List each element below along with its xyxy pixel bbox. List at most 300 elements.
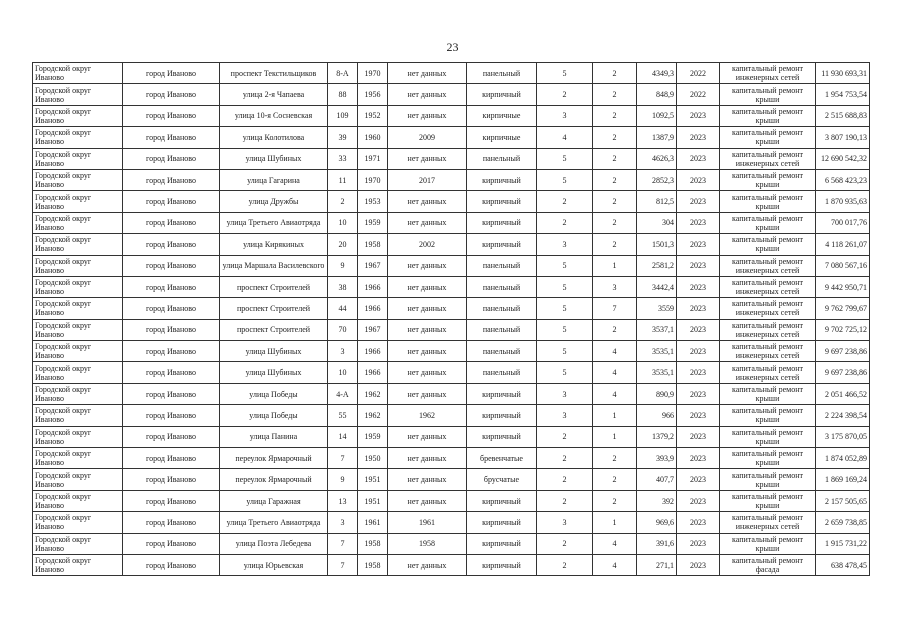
- cell-build-year: 1956: [358, 84, 388, 105]
- cell-floors: 3: [537, 234, 593, 255]
- cell-street: улица Кирякиных: [220, 234, 328, 255]
- cell-municipality: Городской округ Иваново: [33, 405, 123, 426]
- cell-entrances: 2: [593, 127, 637, 148]
- cell-floors: 5: [537, 298, 593, 319]
- cell-build-year: 1958: [358, 554, 388, 575]
- cell-floors: 3: [537, 512, 593, 533]
- cell-floors: 4: [537, 127, 593, 148]
- cell-area: 2581,2: [637, 255, 677, 276]
- cell-build-year: 1966: [358, 276, 388, 297]
- table-row: [33, 191, 870, 212]
- table-row: [33, 426, 870, 447]
- cell-entrances: 4: [593, 554, 637, 575]
- cell-settlement: город Иваново: [123, 405, 220, 426]
- cell-area: 966: [637, 405, 677, 426]
- cell-street: улица Дружбы: [220, 191, 328, 212]
- cell-settlement: город Иваново: [123, 127, 220, 148]
- cell-settlement: город Иваново: [123, 255, 220, 276]
- cell-cost: 11 930 693,31: [816, 63, 870, 84]
- cell-settlement: город Иваново: [123, 533, 220, 554]
- cell-settlement: город Иваново: [123, 512, 220, 533]
- cell-settlement: город Иваново: [123, 448, 220, 469]
- cell-work-type: капитальный ремонт инженерных сетей: [720, 148, 816, 169]
- cell-cost: 9 762 799,67: [816, 298, 870, 319]
- table-row: [33, 169, 870, 190]
- cell-work-type: капитальный ремонт крыши: [720, 169, 816, 190]
- cell-wall-material: кирпичный: [467, 554, 537, 575]
- cell-street: улица 2-я Чапаева: [220, 84, 328, 105]
- table-row: [33, 234, 870, 255]
- cell-renovation-year: 1962: [388, 405, 467, 426]
- cell-municipality: Городской округ Иваново: [33, 490, 123, 511]
- cell-street: улица Победы: [220, 405, 328, 426]
- cell-wall-material: кирпичный: [467, 405, 537, 426]
- cell-build-year: 1962: [358, 383, 388, 404]
- cell-work-type: капитальный ремонт крыши: [720, 405, 816, 426]
- cell-settlement: город Иваново: [123, 276, 220, 297]
- cell-settlement: город Иваново: [123, 319, 220, 340]
- cell-area: 1379,2: [637, 426, 677, 447]
- cell-entrances: 2: [593, 448, 637, 469]
- cell-area: 3535,1: [637, 341, 677, 362]
- cell-repair-year: 2023: [677, 169, 720, 190]
- cell-area: 3535,1: [637, 362, 677, 383]
- cell-build-year: 1951: [358, 490, 388, 511]
- cell-floors: 5: [537, 169, 593, 190]
- cell-municipality: Городской округ Иваново: [33, 512, 123, 533]
- cell-street: улица Юрьевская: [220, 554, 328, 575]
- cell-cost: 1 915 731,22: [816, 533, 870, 554]
- cell-work-type: капитальный ремонт крыши: [720, 84, 816, 105]
- cell-area: 2852,3: [637, 169, 677, 190]
- cell-settlement: город Иваново: [123, 212, 220, 233]
- cell-work-type: капитальный ремонт инженерных сетей: [720, 362, 816, 383]
- cell-renovation-year: нет данных: [388, 319, 467, 340]
- cell-floors: 2: [537, 84, 593, 105]
- cell-renovation-year: 1961: [388, 512, 467, 533]
- cell-settlement: город Иваново: [123, 426, 220, 447]
- cell-build-year: 1971: [358, 148, 388, 169]
- table-row: [33, 490, 870, 511]
- cell-floors: 3: [537, 405, 593, 426]
- table-row: [33, 63, 870, 84]
- cell-house-number: 10: [328, 362, 358, 383]
- cell-repair-year: 2023: [677, 341, 720, 362]
- cell-renovation-year: нет данных: [388, 341, 467, 362]
- cell-settlement: город Иваново: [123, 148, 220, 169]
- cell-wall-material: кирпичные: [467, 105, 537, 126]
- cell-house-number: 4-А: [328, 383, 358, 404]
- cell-settlement: город Иваново: [123, 469, 220, 490]
- cell-wall-material: брусчатые: [467, 469, 537, 490]
- cell-cost: 9 697 238,86: [816, 362, 870, 383]
- cell-wall-material: кирпичный: [467, 426, 537, 447]
- table-row: [33, 341, 870, 362]
- cell-renovation-year: нет данных: [388, 212, 467, 233]
- cell-work-type: капитальный ремонт крыши: [720, 105, 816, 126]
- cell-cost: 2 157 505,65: [816, 490, 870, 511]
- cell-cost: 6 568 423,23: [816, 169, 870, 190]
- cell-area: 890,9: [637, 383, 677, 404]
- cell-work-type: капитальный ремонт крыши: [720, 212, 816, 233]
- cell-house-number: 14: [328, 426, 358, 447]
- table-row: [33, 533, 870, 554]
- cell-build-year: 1958: [358, 234, 388, 255]
- cell-repair-year: 2022: [677, 63, 720, 84]
- cell-house-number: 9: [328, 255, 358, 276]
- cell-house-number: 2: [328, 191, 358, 212]
- cell-street: проспект Текстильщиков: [220, 63, 328, 84]
- cell-work-type: капитальный ремонт крыши: [720, 469, 816, 490]
- cell-floors: 2: [537, 426, 593, 447]
- cell-entrances: 2: [593, 63, 637, 84]
- cell-area: 3559: [637, 298, 677, 319]
- cell-renovation-year: нет данных: [388, 448, 467, 469]
- cell-house-number: 39: [328, 127, 358, 148]
- table-row: [33, 84, 870, 105]
- cell-entrances: 2: [593, 148, 637, 169]
- cell-entrances: 1: [593, 405, 637, 426]
- cell-municipality: Городской округ Иваново: [33, 191, 123, 212]
- cell-repair-year: 2023: [677, 426, 720, 447]
- cell-build-year: 1962: [358, 405, 388, 426]
- cell-house-number: 88: [328, 84, 358, 105]
- cell-municipality: Городской округ Иваново: [33, 127, 123, 148]
- cell-build-year: 1953: [358, 191, 388, 212]
- cell-renovation-year: нет данных: [388, 276, 467, 297]
- cell-street: улица Шубиных: [220, 362, 328, 383]
- cell-work-type: капитальный ремонт фасада: [720, 554, 816, 575]
- cell-street: улица Шубиных: [220, 148, 328, 169]
- cell-wall-material: панельный: [467, 341, 537, 362]
- cell-area: 407,7: [637, 469, 677, 490]
- cell-floors: 2: [537, 554, 593, 575]
- cell-area: 1387,9: [637, 127, 677, 148]
- cell-work-type: капитальный ремонт инженерных сетей: [720, 63, 816, 84]
- cell-municipality: Городской округ Иваново: [33, 298, 123, 319]
- cell-house-number: 7: [328, 533, 358, 554]
- cell-work-type: капитальный ремонт инженерных сетей: [720, 319, 816, 340]
- cell-settlement: город Иваново: [123, 341, 220, 362]
- cell-work-type: капитальный ремонт крыши: [720, 191, 816, 212]
- cell-floors: 3: [537, 105, 593, 126]
- cell-entrances: 2: [593, 169, 637, 190]
- cell-municipality: Городской округ Иваново: [33, 234, 123, 255]
- cell-street: проспект Строителей: [220, 298, 328, 319]
- cell-wall-material: кирпичные: [467, 127, 537, 148]
- cell-municipality: Городской округ Иваново: [33, 383, 123, 404]
- cell-area: 4626,3: [637, 148, 677, 169]
- cell-street: улица Гаражная: [220, 490, 328, 511]
- cell-house-number: 7: [328, 554, 358, 575]
- cell-work-type: капитальный ремонт инженерных сетей: [720, 298, 816, 319]
- cell-repair-year: 2023: [677, 191, 720, 212]
- cell-municipality: Городской округ Иваново: [33, 319, 123, 340]
- cell-repair-year: 2023: [677, 319, 720, 340]
- cell-build-year: 1970: [358, 169, 388, 190]
- cell-wall-material: кирпичный: [467, 212, 537, 233]
- cell-floors: 5: [537, 255, 593, 276]
- cell-work-type: капитальный ремонт крыши: [720, 234, 816, 255]
- cell-wall-material: кирпичный: [467, 234, 537, 255]
- table-row: [33, 554, 870, 575]
- cell-wall-material: панельный: [467, 319, 537, 340]
- cell-cost: 1 870 935,63: [816, 191, 870, 212]
- cell-area: 392: [637, 490, 677, 511]
- cell-cost: 7 080 567,16: [816, 255, 870, 276]
- cell-street: улица Маршала Василевского: [220, 255, 328, 276]
- cell-build-year: 1951: [358, 469, 388, 490]
- cell-house-number: 8-А: [328, 63, 358, 84]
- cell-repair-year: 2023: [677, 405, 720, 426]
- cell-wall-material: кирпичный: [467, 383, 537, 404]
- cell-renovation-year: нет данных: [388, 105, 467, 126]
- cell-work-type: капитальный ремонт инженерных сетей: [720, 255, 816, 276]
- cell-repair-year: 2023: [677, 362, 720, 383]
- cell-entrances: 1: [593, 512, 637, 533]
- cell-entrances: 4: [593, 362, 637, 383]
- cell-street: улица Третьего Авиаотряда: [220, 512, 328, 533]
- cell-wall-material: кирпичный: [467, 191, 537, 212]
- cell-municipality: Городской округ Иваново: [33, 469, 123, 490]
- cell-wall-material: панельный: [467, 276, 537, 297]
- cell-cost: 1 954 753,54: [816, 84, 870, 105]
- cell-wall-material: панельный: [467, 362, 537, 383]
- cell-area: 3537,1: [637, 319, 677, 340]
- table-row: [33, 405, 870, 426]
- cell-renovation-year: нет данных: [388, 426, 467, 447]
- cell-entrances: 2: [593, 191, 637, 212]
- cell-floors: 5: [537, 362, 593, 383]
- cell-area: 393,9: [637, 448, 677, 469]
- cell-cost: 1 869 169,24: [816, 469, 870, 490]
- cell-build-year: 1960: [358, 127, 388, 148]
- cell-repair-year: 2023: [677, 105, 720, 126]
- cell-area: 4349,3: [637, 63, 677, 84]
- cell-entrances: 4: [593, 341, 637, 362]
- cell-cost: 2 659 738,85: [816, 512, 870, 533]
- table-row: [33, 362, 870, 383]
- cell-renovation-year: нет данных: [388, 63, 467, 84]
- cell-area: 812,5: [637, 191, 677, 212]
- cell-area: 1092,5: [637, 105, 677, 126]
- table-body: [33, 63, 870, 576]
- cell-entrances: 2: [593, 490, 637, 511]
- cell-house-number: 109: [328, 105, 358, 126]
- cell-build-year: 1967: [358, 319, 388, 340]
- cell-wall-material: кирпичный: [467, 533, 537, 554]
- cell-settlement: город Иваново: [123, 383, 220, 404]
- table-row: [33, 319, 870, 340]
- cell-renovation-year: нет данных: [388, 191, 467, 212]
- cell-house-number: 13: [328, 490, 358, 511]
- cell-floors: 2: [537, 448, 593, 469]
- cell-entrances: 2: [593, 212, 637, 233]
- cell-settlement: город Иваново: [123, 84, 220, 105]
- cell-wall-material: кирпичный: [467, 169, 537, 190]
- cell-house-number: 44: [328, 298, 358, 319]
- cell-repair-year: 2023: [677, 383, 720, 404]
- cell-entrances: 1: [593, 255, 637, 276]
- cell-cost: 3 807 190,13: [816, 127, 870, 148]
- cell-municipality: Городской округ Иваново: [33, 84, 123, 105]
- cell-settlement: город Иваново: [123, 298, 220, 319]
- cell-entrances: 4: [593, 383, 637, 404]
- cell-wall-material: панельный: [467, 298, 537, 319]
- cell-municipality: Городской округ Иваново: [33, 276, 123, 297]
- page-number: 23: [446, 40, 459, 54]
- cell-house-number: 70: [328, 319, 358, 340]
- table-row: [33, 469, 870, 490]
- cell-municipality: Городской округ Иваново: [33, 448, 123, 469]
- cell-renovation-year: нет данных: [388, 490, 467, 511]
- cell-cost: 2 515 688,83: [816, 105, 870, 126]
- cell-cost: 3 175 870,05: [816, 426, 870, 447]
- cell-floors: 5: [537, 341, 593, 362]
- table-row: [33, 212, 870, 233]
- table-row: [33, 448, 870, 469]
- cell-entrances: 4: [593, 533, 637, 554]
- cell-repair-year: 2022: [677, 84, 720, 105]
- cell-street: улица Колотилова: [220, 127, 328, 148]
- table-row: [33, 298, 870, 319]
- cell-street: улица Поэта Лебедева: [220, 533, 328, 554]
- cell-area: 848,9: [637, 84, 677, 105]
- cell-floors: 3: [537, 383, 593, 404]
- cell-build-year: 1967: [358, 255, 388, 276]
- cell-renovation-year: нет данных: [388, 84, 467, 105]
- cell-wall-material: кирпичный: [467, 512, 537, 533]
- cell-municipality: Городской округ Иваново: [33, 362, 123, 383]
- cell-street: улица Победы: [220, 383, 328, 404]
- cell-cost: 4 118 261,07: [816, 234, 870, 255]
- cell-build-year: 1950: [358, 448, 388, 469]
- cell-work-type: капитальный ремонт крыши: [720, 490, 816, 511]
- cell-wall-material: панельный: [467, 63, 537, 84]
- cell-area: 969,6: [637, 512, 677, 533]
- cell-wall-material: кирпичный: [467, 84, 537, 105]
- cell-municipality: Городской округ Иваново: [33, 169, 123, 190]
- table-row: [33, 383, 870, 404]
- cell-repair-year: 2023: [677, 127, 720, 148]
- cell-build-year: 1966: [358, 362, 388, 383]
- cell-settlement: город Иваново: [123, 169, 220, 190]
- cell-work-type: капитальный ремонт крыши: [720, 127, 816, 148]
- cell-house-number: 3: [328, 512, 358, 533]
- cell-house-number: 9: [328, 469, 358, 490]
- cell-wall-material: панельный: [467, 255, 537, 276]
- cell-house-number: 10: [328, 212, 358, 233]
- cell-work-type: капитальный ремонт инженерных сетей: [720, 341, 816, 362]
- cell-repair-year: 2023: [677, 512, 720, 533]
- cell-build-year: 1958: [358, 533, 388, 554]
- cell-area: 271,1: [637, 554, 677, 575]
- cell-street: улица Третьего Авиаотряда: [220, 212, 328, 233]
- cell-build-year: 1966: [358, 298, 388, 319]
- cell-floors: 2: [537, 533, 593, 554]
- cell-work-type: капитальный ремонт крыши: [720, 383, 816, 404]
- cell-settlement: город Иваново: [123, 105, 220, 126]
- cell-house-number: 7: [328, 448, 358, 469]
- cell-work-type: капитальный ремонт крыши: [720, 426, 816, 447]
- cell-repair-year: 2023: [677, 234, 720, 255]
- cell-repair-year: 2023: [677, 298, 720, 319]
- cell-renovation-year: нет данных: [388, 383, 467, 404]
- cell-house-number: 55: [328, 405, 358, 426]
- cell-renovation-year: 2017: [388, 169, 467, 190]
- cell-cost: 9 702 725,12: [816, 319, 870, 340]
- cell-entrances: 3: [593, 276, 637, 297]
- repair-register-table: [32, 62, 870, 576]
- cell-wall-material: кирпичный: [467, 490, 537, 511]
- cell-floors: 5: [537, 319, 593, 340]
- cell-floors: 5: [537, 63, 593, 84]
- cell-repair-year: 2023: [677, 448, 720, 469]
- table-row: [33, 276, 870, 297]
- cell-street: переулок Ярмарочный: [220, 448, 328, 469]
- cell-street: улица Панина: [220, 426, 328, 447]
- cell-municipality: Городской округ Иваново: [33, 533, 123, 554]
- cell-renovation-year: 2002: [388, 234, 467, 255]
- cell-renovation-year: 1958: [388, 533, 467, 554]
- cell-floors: 2: [537, 212, 593, 233]
- cell-entrances: 2: [593, 319, 637, 340]
- cell-entrances: 2: [593, 84, 637, 105]
- cell-area: 1501,3: [637, 234, 677, 255]
- table-row: [33, 105, 870, 126]
- cell-build-year: 1961: [358, 512, 388, 533]
- cell-street: переулок Ярмарочный: [220, 469, 328, 490]
- cell-build-year: 1959: [358, 426, 388, 447]
- cell-cost: 2 051 466,52: [816, 383, 870, 404]
- table-row: [33, 512, 870, 533]
- cell-municipality: Городской округ Иваново: [33, 255, 123, 276]
- cell-renovation-year: нет данных: [388, 362, 467, 383]
- cell-municipality: Городской округ Иваново: [33, 554, 123, 575]
- cell-build-year: 1952: [358, 105, 388, 126]
- cell-cost: 1 874 052,89: [816, 448, 870, 469]
- cell-area: 304: [637, 212, 677, 233]
- cell-cost: 9 442 950,71: [816, 276, 870, 297]
- table-row: [33, 127, 870, 148]
- cell-repair-year: 2023: [677, 212, 720, 233]
- cell-wall-material: бревенчатые: [467, 448, 537, 469]
- cell-house-number: 3: [328, 341, 358, 362]
- cell-floors: 2: [537, 490, 593, 511]
- cell-street: проспект Строителей: [220, 276, 328, 297]
- cell-floors: 5: [537, 276, 593, 297]
- cell-build-year: 1959: [358, 212, 388, 233]
- cell-area: 391,6: [637, 533, 677, 554]
- cell-entrances: 2: [593, 105, 637, 126]
- cell-house-number: 20: [328, 234, 358, 255]
- cell-renovation-year: нет данных: [388, 255, 467, 276]
- cell-renovation-year: нет данных: [388, 148, 467, 169]
- cell-floors: 2: [537, 191, 593, 212]
- cell-renovation-year: нет данных: [388, 469, 467, 490]
- cell-repair-year: 2023: [677, 148, 720, 169]
- cell-floors: 2: [537, 469, 593, 490]
- cell-repair-year: 2023: [677, 490, 720, 511]
- cell-settlement: город Иваново: [123, 234, 220, 255]
- cell-repair-year: 2023: [677, 255, 720, 276]
- cell-house-number: 11: [328, 169, 358, 190]
- cell-cost: 9 697 238,86: [816, 341, 870, 362]
- cell-build-year: 1970: [358, 63, 388, 84]
- cell-street: улица Шубиных: [220, 341, 328, 362]
- cell-municipality: Городской округ Иваново: [33, 426, 123, 447]
- cell-cost: 12 690 542,32: [816, 148, 870, 169]
